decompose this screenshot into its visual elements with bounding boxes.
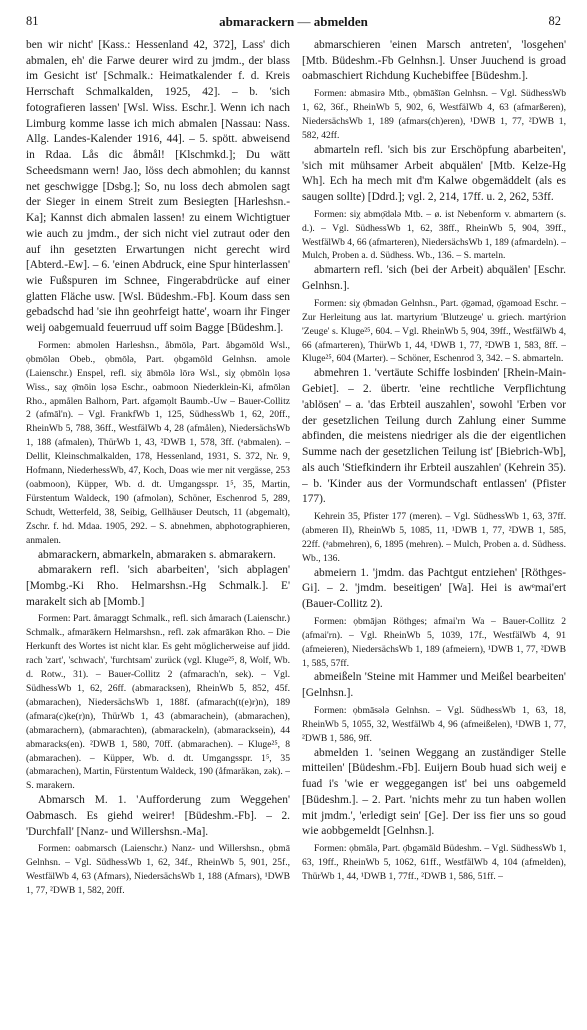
page-header (0, 14, 587, 34)
running-title-first: abmarackern (219, 14, 295, 29)
entry-abmelden: abmelden 1. 'seinen Weggang an zuständiger Stelle mitteilen' [Büdeshm.-Fb]. Euijern Boub huad sich weij e fuad i's 'wie er weggegangen ist' bei uns oabgemeld [Büdeshm.]. – 2. Part. 'nichts mehr zu tun haben wollen mit jmdm.', 'erledigt sein' [Ge]. Der iss fier uns so goud wie aobbgemeldt [Gelnhsn.]. (302, 746, 566, 838)
formen-block: Formen: oabmarsch (Laienschr.) Nanz- und Willershsn., ọbmā̃ Gelnhsn. – Vgl. SüdhessWb 1, 62, 34f., RheinWb 5, 901, 25f., WestfälWb 4, 63 (Afmars), NiedersächsWb 1, 188 (Afmars), ¹DWB 1, 77, ²DWB 1, 582, 20ff. (26, 843, 290, 897)
entry-abmeiern: abmeiern 1. 'jmdm. das Pachtgut entziehen' [Röthges-Gi]. – 2. 'jmdm. beseitigen' [Wa]. Hei is awᵉmai'ert (Bauer-Collitz 2). (302, 566, 566, 611)
entry-abmartern: abmartern refl. 'sich (bei der Arbeit) abquälen' [Eschr. Gelnhsn.]. (302, 264, 566, 293)
formen-block: Formen: Part. åmaraggt Schmalk., refl. sich åmarach (Laienschr.) Schmalk., afmarākern Helmarshsn., refl. zək afmarākən Rho. – Die Herkunft des Wortes ist nicht klar. Es geht möglicherweise auf jidd. rach 'zart', 'schwach', 'furchtsam' zurück (vgl. Kluge²⁵, 8, Wolf, Wb. d. Rotw., 31). – Bauer-Collitz 2 (afmarach'n, sek). – Vgl. SüdhessWb 1, 62, 26ff. (abmaracksen), RheinWb 5, 852, 45f. (abmarachen), NiedersächsWb 1, 188f. (afmarach(t(e)r)n), 189 (afmara(c)ke(r)n), ThürWb 1, 43 (abmarachein), (abmarachen), (abmarachern), (abmarachten), (abmarackeln), (abmaracksein), 44 abmaracks(en). ²DWB 1, 580, 70ff. (abmarachen). – Kluge²⁵, 8 (abmarachen). – Küpper, Wb. d. dt. Umgangsspr. 1⁵, 35 (abmarachen), Martin, Fürstentum Waldeck, 190 (åfmaräkən, zək). – S. marakern. (26, 613, 290, 792)
entry-continuation: ben wir nicht' [Kass.: Hessenland 42, 372], Lass' dich abmalen, eh' die Farwe deurer wird zu jmdm., der blass im Gesicht ist' [Schmalk.: Heimatkalender f. d. Kreis Herrschaft Schmalkalden, 1925, 42]. – b. 'sich fotografieren lassen' [Wsl. Wiss. Eschr.]. Wenn ich nach Limburg komme lasse ich mich abmalen [Nassau: Nass. Allg. Landes-Kalender 1916, 44]. – 5. spött. abweisend in Rdaa. Lås dic åbmål! [Klschmkd.]; Du wätt Scheedsmann wern! Jao, löss dech abmohlen; du kannst net geschwigge [Dsbg.]; So, nu loss dech abmolen sagt der Sieger in einem Streit zum Besiegten [Harleshsn.-Ka]; Kannst dich abmalen lassen! zu einem Wichtigtuer wie auch zu jmdm., der sich nicht viel zutraut oder den auf ihn gesetzten Erwartungen nicht gerecht wird [Abterd.-Ew]. – 6. 'einen Abdruck, eine Spur hinterlassen' wie Fußspuren im Schnee, Fingerabdrücke auf einer glatten Fläche usw. [Wsl. Büdeshm.-Fb]. Koum dass sen gebadschd had 'sie ihn geohrfeigt hatte', woarn ihr Finger weij oabgemuald feuerruud uff soim Bagge [Büdeshm.]. (26, 39, 290, 335)
entry-abmarteln: abmarteln refl. 'sich bis zur Erschöpfung abarbeiten', 'sich mit mühsamer Arbeit abquälen' [Mtb. Kelze-Hg Wh]. Ech ha mech mit d'm Kalwe obgemäddelt (als es saugen sollte) [Ddrd.]; vgl. 2, 214, 17ff. u. 2, 262, 53ff. (302, 143, 566, 204)
entry-abmarackern: abmarackern, abmarkeln, abmaraken s. abmarakern. (38, 548, 276, 561)
right-column (302, 38, 566, 1023)
formen-block: Formen: siχ abmọ̄dələ Mtb. – ø. ist Nebenform v. abmartern (s. d.). – Vgl. SüdhessWb 1, 62, 38ff., RheinWb 5, 904, 39ff., WestfälWb 4, 66 (afmarteren), NiedersächsWb 1, 189 (afmardeln). – Mulch, Proben a. d. Südhess. Wb., 136. – S. marteln. (302, 208, 566, 262)
left-column (26, 38, 290, 1023)
entry-abmehren: abmehren 1. 'vertäute Schiffe losbinden' [Rhein-Main-Gebiet]. – 2. übertr. 'eine rechtliche Verpflichtung 'ablösen' – a. 'das Erbteil auszahlen', sowohl 'Erben vor der gesetzlichen Teilung durch Zahlung einer Summe abfinden, die meistens niedriger als die der eigentlichen Summe nach der gesetzlichen Teilung ist' [Biebrich-Wb], als auch 'Stiefkindern ihr Erbteil auszahlen' (Kehrein 35). – b. 'Kinder aus der Vormundschaft entlassen' (Pfister 177). (302, 367, 566, 506)
running-title (0, 14, 587, 30)
formen-block: Kehrein 35, Pfister 177 (meren). – Vgl. SüdhessWb 1, 63, 37ff. (abmeren II), RheinWb 5, 1085, 11, ¹DWB 1, 77, ²DWB 1, 585, 22ff. (ᵃabmehren), 6, 1895 (mehren). – Mulch, Proben a. d. Südhess. Wb., 136. (302, 511, 566, 564)
formen-block: Formen: ọbmālə, Part. ọ̄bgəmāld Büdeshm. – Vgl. SüdhessWb 1, 63, 19ff., RheinWb 5, 1062, 61ff., WestfälWb 4, 104 (afmelden), ThürWb 1, 44, ¹DWB 1, 77ff., ²DWB 1, 586, 51ff. – (302, 843, 566, 882)
formen-block: Formen: ọbmāsələ Gelnhsn. – Vgl. SüdhessWb 1, 63, 18, RheinWb 5, 1055, 32, WestfälWb 4, 96 (afmeißelen), ¹DWB 1, 77, ²DWB 1, 586, 9ff. (302, 704, 566, 744)
running-title-last: abmelden (313, 14, 368, 29)
entry-abmarakern: abmarakern refl. 'sich abarbeiten', 'sich abplagen' [Mombg.-Ki Rho. Helmarshsn.-Hg Schmalk.]. E' marakelt sich ab [Momb.] (26, 564, 290, 608)
running-title-separator: — (294, 14, 314, 29)
entry-abmarschieren: abmarschieren 'einen Marsch antreten', 'losgehen' [Mtb. Büdeshm.-Fb Gelnhsn.]. Unser Juuchend is groad oabmaschiert Richdung Kuchebiffee [Büdeshm.]. (302, 39, 566, 83)
entry-abmeisseln: abmeißeln 'Steine mit Hammer und Meißel bearbeiten' [Gelnhsn.]. (302, 671, 566, 700)
entry-abmarsch: Abmarsch M. 1. 'Aufforderung zum Weggehen' Oabmasch. Es giehd weirer! [Büdeshm.-Fb]. – 2. 'Durchfall' [Nanz- und Willershsn.-Ma]. (26, 794, 290, 838)
page-number-right: 82 (548, 14, 561, 28)
formen-block: Formen: abmasirə Mtb., ọbmāšīən Gelnhsn. – Vgl. SüdhessWb 1, 62, 36f., RheinWb 5, 902, 6, WestfälWb 4, 63 (afmarßeren), NiedersächsWb 1, 189 (afmars(ch)eren), ¹DWB 1, 77, ²DWB 1, 582, 42ff. (302, 88, 566, 141)
formen-block: Formen: ọbmājən Röthges; afmai'rn Wa – Bauer-Collitz 2 (afmai'rn). – Vgl. RheinWb 5, 1039, 17f., WestfälWb 4, 91 (afmeieren), NiedersächsWb 1, 189 (afmeiern), ¹DWB 1, 77, ²DWB 1, 585, 57ff. (302, 615, 566, 669)
formen-block: Formen: siχ ọ̄bmadən Gelnhsn., Part. ọ̄gəmad, ọ̄gəmoad Eschr. – Zur Herleitung aus lat. martyrium 'Blutzeuge' u. griech. martýrion 'Zeuge' s. Kluge²⁵, 604. – Vgl. RheinWb 5, 904, 39ff., WestfälWb 4, 66 (afmarteren), ThürWb 1, 44, ¹DWB 1, 77, ²DWB 1, 583, 8ff. – Kluge²⁵, 604 (Marter). – Schöner, Eschenrod 3, 342. – S. abmarteln. (302, 297, 566, 365)
page-number-left: 81 (26, 14, 39, 28)
formen-block: Formen: abmolen Harleshsn., åbmōlə, Part. åbgəmōld Wsl., ọbmōlən Obeb., ọbmōlə, Part. ọbgəmōld Gelnhsn. amole (Laienschr.) Enspel, refl. siχ ābmōlə lōrə Wsl., siχ ọbmōln lọsə Wiss., saχ ọ̄mōin lọsə Eschr., oabmoon Niederklein-Ki, afmōlən Rho., apmålen Balhorn, Part. afgəmọlt Baumb.-Uw – Bauer-Collitz 2 (afmāl'n). – Vgl. FrankfWb 1, 125, SüdhessWb 1, 62, 20ff., RheinWb 5, 788, 36ff., WestfälWb 4, 28 (afmålen), NiedersächsWb 1, 188 (afmalen), ThürWb 1, 43, ²DWB 1, 578, 3ff. (ᵃabmalen). – Dellit, Kleinschmalkalden, 178, Hessenland, 1931, S. 372, Nr. 9, Hofmann, NiederhessWb, 47, Koch, Doas wie mer nit vergässe, 253 (oabmoon), Küpper, Wb. d. dt. Umgangsspr. 1⁵, 35, Martin, Fürstentum Waldeck, 190 (afmolən), Schöner, Eschenrod 5, 289, Schudt, Wetterfeld, 38, Seibig, Gellhäuser Deutsch, 11 (abgemalt), Zschr. f. hd. Mdaa. 1905, 292. – S. abnehmen, abphotographieren, anmalen. (26, 339, 290, 546)
